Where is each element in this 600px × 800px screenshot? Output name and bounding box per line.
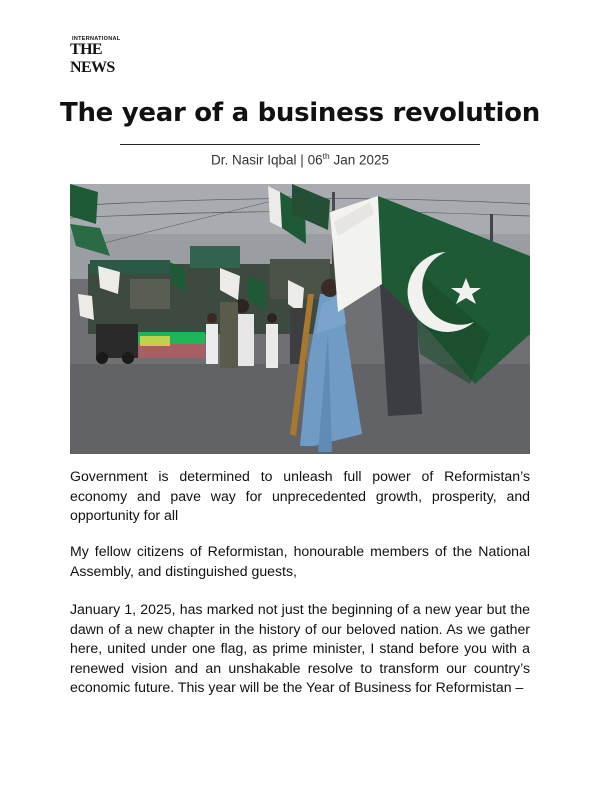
- logo-name: THE NEWS: [70, 41, 115, 76]
- date-rest: Jan 2025: [333, 152, 390, 168]
- newspaper-logo: [70, 36, 144, 76]
- article-title: The year of a business revolution: [60, 98, 540, 128]
- date-day: 06: [307, 152, 323, 168]
- title-divider: [120, 144, 480, 145]
- article-paragraph: January 1, 2025, has marked not just the beginning of a new year but the dawn of a new chapter in the history of our beloved nation. As we gather here, united under one flag, as prime minister, I stand before you with a renewed vision and an unshakable resolve to transform our country’s economic future. This year will be the Year of Business for Reformistan –: [70, 601, 530, 695]
- article-photo: [70, 184, 530, 454]
- author-name: Dr. Nasir Iqbal: [210, 152, 297, 168]
- byline-separator: |: [300, 152, 304, 168]
- article-paragraph: Government is determined to unleash full power of Reformistan’s economy and pave way for unprecedented growth, prosperity, and opportunity for all: [70, 468, 530, 523]
- byline: [0, 151, 600, 168]
- article-paragraph: My fellow citizens of Reformistan, honourable members of the National Assembly, and distinguished guests,: [70, 543, 530, 579]
- date-suffix: th: [322, 151, 330, 161]
- logo-top-text: INTERNATIONAL: [72, 36, 121, 42]
